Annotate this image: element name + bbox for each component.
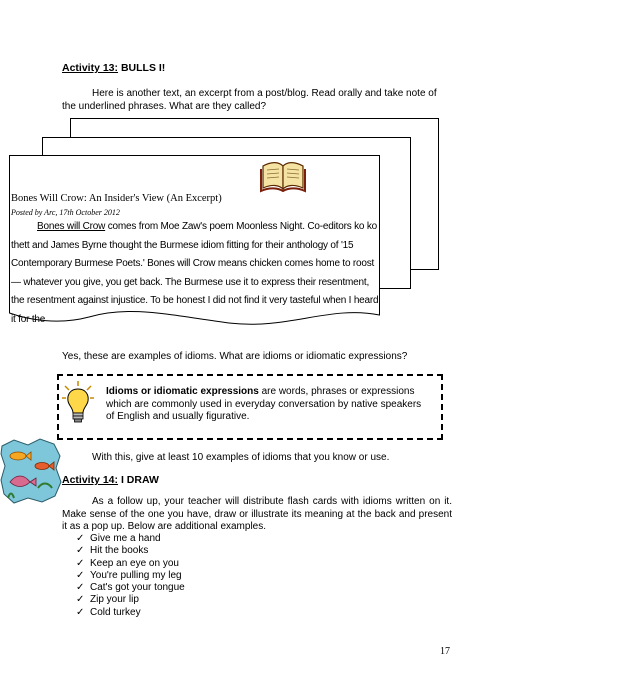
- open-book-icon: [260, 158, 306, 192]
- check-icon: ✓: [76, 533, 85, 544]
- give-examples-instruction: With this, give at least 10 examples of idioms that you know or use.: [92, 452, 390, 463]
- list-item: [76, 558, 185, 570]
- page-number: 17: [440, 646, 450, 657]
- list-item: [76, 594, 185, 606]
- activity-14-intro: As a follow up, your teacher will distribute flash cards with idioms written on it. Make sense of the one you have, draw or illustrate its meaning at the back and present it as a pop up. Below are additional examples.: [62, 496, 452, 532]
- list-item: [76, 533, 185, 545]
- idiom-text: Give me a hand: [90, 533, 161, 544]
- blog-underlined-idiom: Bones will Crow: [37, 221, 106, 232]
- check-icon: ✓: [76, 545, 85, 557]
- idiom-text: Keep an eye on you: [90, 557, 179, 569]
- blog-body-text: comes from Moe Zaw's poem Moonless Night. Co-editors ko ko thett and James Byrne thought the Burmese idiom fitting for their anthology of '15 Contemporary Burmese Poets.' Bones will Crow means chicken comes home to roost — whatever you give, you get back. The Burmese use it to express their resentment, the resentment against injustice. To be honest I did not find it very tasteful when I heard it for the: [11, 221, 379, 325]
- activity-13-intro: Here is another text, an excerpt from a post/blog. Read orally and take note of the underlined phrases. What are they called?: [62, 88, 437, 112]
- idiom-text: Cold turkey: [90, 606, 141, 618]
- list-item: [76, 582, 185, 594]
- fish-sea-clipart: [0, 438, 62, 504]
- activity-13-label: Activity 13:: [62, 62, 119, 74]
- definition-description: are words, phrases or expressions which are commonly used in everyday conversation by native speakers of English and usually figurative.: [106, 386, 422, 422]
- idioms-question: Yes, these are examples of idioms. What are idioms or idiomatic expressions?: [62, 351, 408, 362]
- idiom-examples-list: [76, 533, 185, 619]
- check-icon: ✓: [76, 606, 85, 618]
- idiom-text: Zip your lip: [90, 594, 139, 606]
- definition-text: [106, 386, 432, 424]
- lightbulb-icon: [61, 380, 95, 428]
- activity-14-label: Activity 14:: [62, 474, 119, 486]
- check-icon: ✓: [76, 594, 85, 606]
- check-icon: ✓: [76, 569, 85, 581]
- blog-posted-by: Posted by Arc, 17th October 2012: [11, 208, 120, 217]
- activity-13-name: BULLS I!: [120, 62, 166, 74]
- idiom-text: Hit the books: [90, 545, 149, 557]
- list-item: [76, 570, 185, 582]
- idiom-text: You're pulling my leg: [90, 569, 182, 581]
- blog-title: Bones Will Crow: An Insider's View (An Excerpt): [11, 193, 222, 204]
- definition-term: Idioms or idiomatic expressions: [106, 386, 259, 397]
- list-item: [76, 607, 185, 619]
- activity-13-title: [62, 62, 165, 74]
- blog-excerpt: [11, 218, 379, 325]
- check-icon: ✓: [76, 557, 85, 569]
- check-icon: ✓: [76, 582, 85, 594]
- activity-14-title: [62, 474, 159, 486]
- list-item: [76, 545, 185, 557]
- activity-14-name: I DRAW: [120, 474, 159, 486]
- idiom-text: Cat's got your tongue: [90, 582, 185, 594]
